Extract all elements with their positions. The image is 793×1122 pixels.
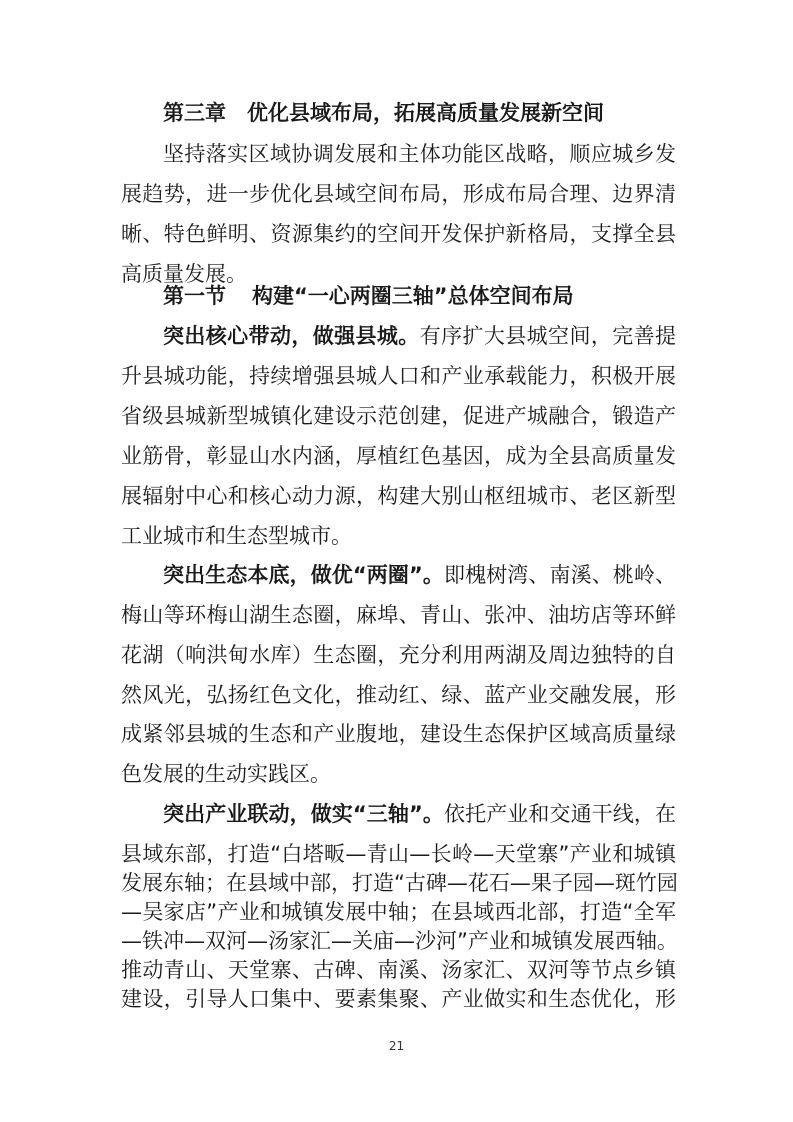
section-title: 构建“一心两圈三轴”总体空间布局 <box>252 284 574 308</box>
chapter-title: 优化县域布局，拓展高质量发展新空间 <box>247 101 604 125</box>
paragraph-line <box>163 321 676 351</box>
paragraph-line: 成紧邻县城的生态和产业腹地，建设生态保护区域高质量绿 <box>121 722 676 746</box>
section-heading <box>163 281 574 311</box>
paragraph-line: 晰、特色鲜明、资源集约的空间开发保护新格局，支撑全县 <box>121 222 676 246</box>
paragraph-line: 坚持落实区域协调发展和主体功能区战略，顺应城乡发 <box>163 142 676 166</box>
paragraph-line: —吴家店”产业和城镇发展中轴；在县域西北部，打造“全军 <box>121 900 676 924</box>
paragraph-line: 工业城市和生态型城市。 <box>121 524 352 548</box>
paragraph-lead: 突出产业联动，做实“三轴”。 <box>163 802 444 826</box>
page-number: 21 <box>388 1039 405 1053</box>
paragraph-line: 色发展的生动实践区。 <box>121 762 331 786</box>
paragraph-line: 梅山等环梅山湖生态圈，麻埠、青山、张冲、油坊店等环鲜 <box>121 603 676 627</box>
chapter-number: 第三章 <box>163 101 226 125</box>
paragraph-line: 建设，引导人口集中、要素集聚、产业做实和生态优化，形 <box>121 987 676 1011</box>
paragraph-line: 省级县城新型城镇化建设示范创建，促进产城融合，锻造产 <box>121 404 676 428</box>
paragraph-line: 业筋骨，彰显山水内涵，厚植红色基因，成为全县高质量发 <box>121 444 676 468</box>
paragraph-lead: 突出生态本底，做优“两圈”。 <box>163 563 444 587</box>
paragraph-line: 展趋势，进一步优化县域空间布局，形成布局合理、边界清 <box>121 182 676 206</box>
paragraph-text: 即槐树湾、南溪、桃岭、 <box>444 563 676 587</box>
paragraph-line: 发展东轴；在县域中部，打造“古碑—花石—果子园—斑竹园 <box>121 871 678 895</box>
section-number: 第一节 <box>163 284 226 308</box>
paragraph-line <box>163 799 676 829</box>
paragraph-text: 依托产业和交通干线，在 <box>444 802 676 826</box>
paragraph-line: 然风光，弘扬红色文化，推动红、绿、蓝产业交融发展，形 <box>121 683 676 707</box>
chapter-heading <box>163 98 604 128</box>
paragraph-line: 升县城功能，持续增强县城人口和产业承载能力，积极开展 <box>121 364 676 388</box>
paragraph-line: 花湖（响洪甸水库）生态圈，充分利用两湖及周边独特的自 <box>121 643 676 667</box>
paragraph-text: 有序扩大县城空间，完善提 <box>419 324 677 348</box>
paragraph-line: 展辐射中心和核心动力源，构建大别山枢纽城市、老区新型 <box>121 484 676 508</box>
paragraph-line: 县域东部，打造“白塔畈—青山—长岭—天堂寨”产业和城镇 <box>121 842 676 866</box>
paragraph-lead: 突出核心带动，做强县城。 <box>163 324 420 348</box>
paragraph-line: 高质量发展。 <box>121 262 247 286</box>
paragraph-line <box>163 560 676 590</box>
paragraph-line: 推动青山、天堂寨、古碑、南溪、汤家汇、双河等节点乡镇 <box>121 958 676 982</box>
paragraph-line: —铁冲—双河—汤家汇—关庙—沙河”产业和城镇发展西轴。 <box>121 929 678 953</box>
